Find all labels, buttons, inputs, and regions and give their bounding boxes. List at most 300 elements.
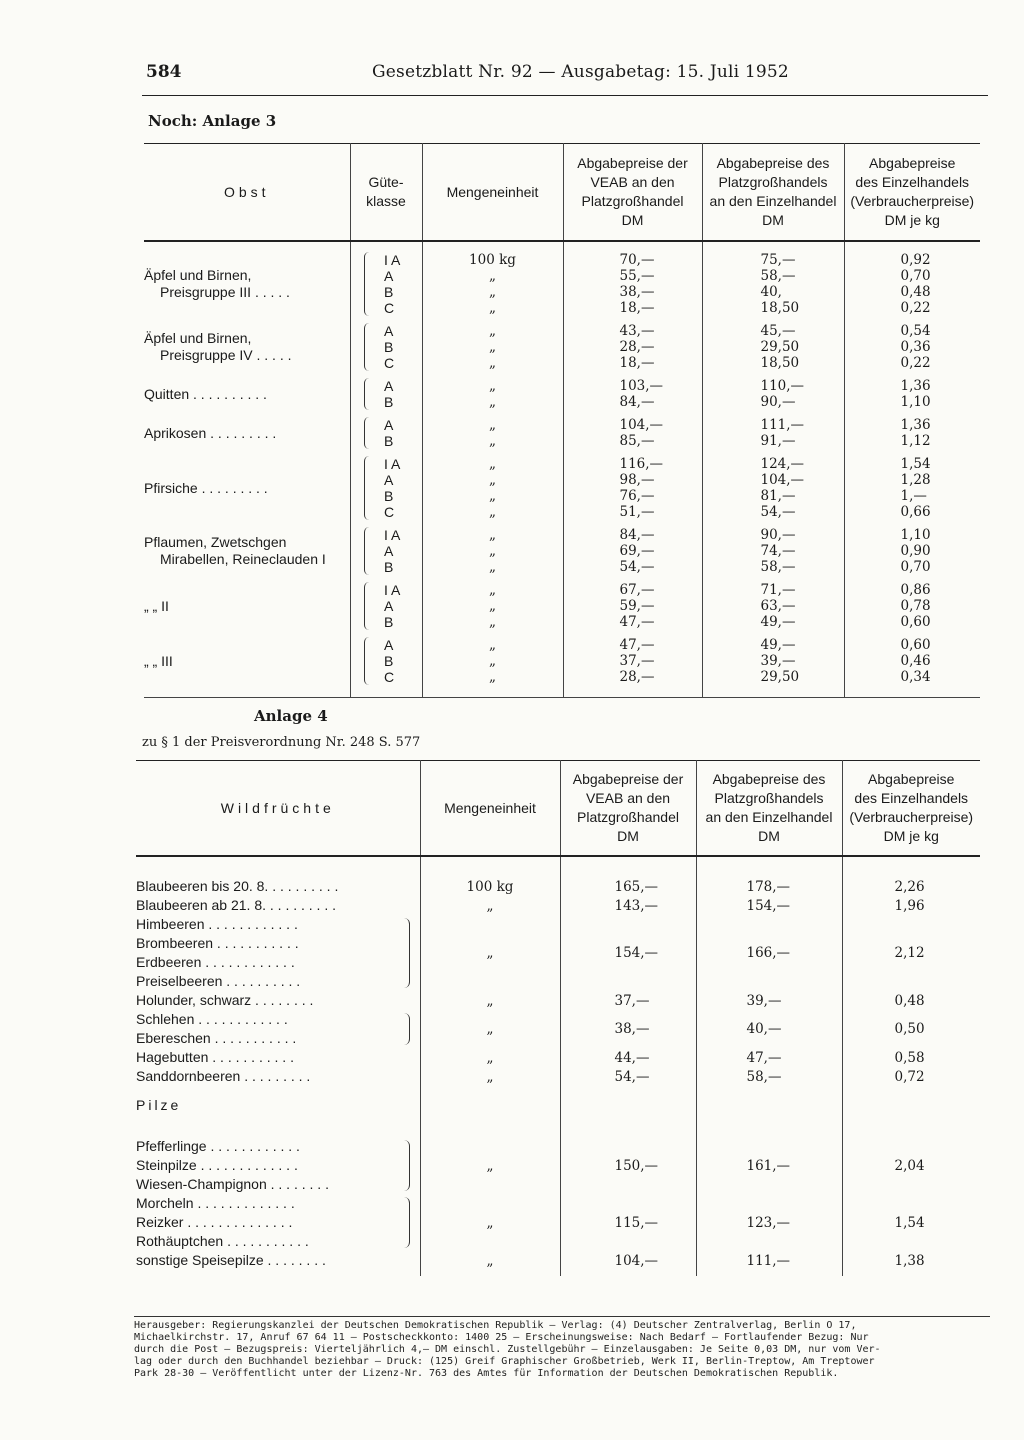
table-row bbox=[136, 1137, 980, 1194]
price-cell bbox=[563, 453, 702, 524]
unit-value: „ bbox=[489, 433, 496, 449]
unit-cell bbox=[422, 453, 563, 524]
price-value: 0,46 bbox=[900, 653, 931, 669]
empty-cell bbox=[842, 1270, 980, 1276]
table-row bbox=[144, 453, 980, 524]
item-name-group bbox=[136, 877, 420, 896]
table-row bbox=[136, 991, 980, 1010]
price-value: 111,— bbox=[760, 417, 805, 433]
unit-value: „ bbox=[489, 300, 496, 316]
price-value: 69,— bbox=[619, 543, 655, 559]
quality-class-list bbox=[384, 527, 408, 575]
fruit-name-cell bbox=[144, 320, 350, 375]
empty-cell bbox=[136, 856, 420, 877]
price-value: 29,50 bbox=[760, 339, 800, 355]
unit-value: „ bbox=[489, 378, 496, 394]
price-cell bbox=[844, 524, 980, 579]
quality-class: A bbox=[384, 323, 394, 339]
item-name-list bbox=[136, 896, 400, 915]
quality-class: B bbox=[384, 488, 394, 504]
empty-cell bbox=[563, 689, 702, 698]
unit-value: „ bbox=[489, 417, 496, 433]
footer-rule bbox=[134, 1316, 990, 1317]
table-row bbox=[144, 524, 980, 579]
unit-cell: „ bbox=[420, 991, 560, 1010]
quality-class: A bbox=[384, 543, 394, 559]
price-value: 1,— bbox=[900, 488, 927, 504]
item-name: Holunder, schwarz . . . . . . . . bbox=[136, 992, 314, 1008]
table-row bbox=[136, 877, 980, 896]
price-cell bbox=[844, 241, 980, 320]
quality-class-cell bbox=[350, 524, 422, 579]
item-name: Brombeeren . . . . . . . . . . . bbox=[136, 935, 299, 951]
unit-cell bbox=[422, 320, 563, 375]
footer-line: Park 28-30 — Veröffentlicht unter der Lizenz-Nr. 763 des Amtes für Information der Deutschen Demokratischen Republik. bbox=[134, 1368, 839, 1379]
price-value: 98,— bbox=[619, 472, 655, 488]
item-name: Blaubeeren bis 20. 8. . . . . . . . . . bbox=[136, 878, 339, 894]
price-cell: 38,— bbox=[560, 1010, 696, 1048]
anlage4-table bbox=[136, 760, 980, 1276]
price-value: 0,78 bbox=[900, 598, 931, 614]
unit-cell bbox=[422, 634, 563, 689]
quality-class: B bbox=[384, 394, 394, 410]
empty-cell bbox=[696, 856, 842, 877]
price-cell: 1,54 bbox=[842, 1194, 980, 1251]
price-value: 0,22 bbox=[900, 355, 931, 371]
quality-class-group bbox=[351, 456, 422, 520]
item-name-list bbox=[136, 877, 400, 896]
brace-mark bbox=[401, 918, 410, 988]
fruit-name-cell bbox=[144, 524, 350, 579]
price-value: 1,28 bbox=[900, 472, 931, 488]
column-header: Abgabepreise der VEAB an den Platzgroßhandel DM bbox=[563, 144, 702, 242]
quality-class-list bbox=[384, 252, 408, 316]
price-value: 110,— bbox=[760, 378, 805, 394]
price-value: 76,— bbox=[619, 488, 655, 504]
price-value: 28,— bbox=[619, 339, 655, 355]
quality-class-cell bbox=[350, 320, 422, 375]
item-name-cell bbox=[136, 896, 420, 915]
quality-class: C bbox=[384, 504, 395, 520]
quality-class: I A bbox=[384, 582, 401, 598]
table-row bbox=[136, 1010, 980, 1048]
anlage3-label: Noch: Anlage 3 bbox=[148, 112, 277, 130]
pilze-heading: Pilze bbox=[136, 1097, 182, 1113]
fruit-name-line: „ „ II bbox=[144, 597, 169, 614]
price-cell: 154,— bbox=[560, 915, 696, 991]
footer-line: lag oder durch den Buchhandel beziehbar — Druck: (125) Greif Graphischer Großbetrieb, Werk II, Berlin-Treptow, Am Treptower bbox=[134, 1356, 875, 1367]
price-cell: 2,12 bbox=[842, 915, 980, 991]
price-value: 58,— bbox=[760, 559, 796, 575]
price-value: 43,— bbox=[619, 323, 655, 339]
unit-value: „ bbox=[489, 559, 496, 575]
brace-mark bbox=[364, 637, 374, 685]
fruit-name-line: Mirabellen, Reineclauden I bbox=[160, 551, 326, 567]
quality-class-list bbox=[384, 456, 408, 520]
table-row bbox=[144, 320, 980, 375]
item-name: Morcheln . . . . . . . . . . . . . bbox=[136, 1195, 295, 1211]
price-value: 104,— bbox=[619, 417, 664, 433]
fruit-name bbox=[144, 323, 292, 364]
unit-value: „ bbox=[489, 488, 496, 504]
item-name-group bbox=[136, 915, 420, 991]
footer-line: durch die Post — Bezugspreis: Vierteljährlich 4,— DM einschl. Zustellgebühr — Einzelausgaben: Je Seite 0,03 DM, nur vom Ver- bbox=[134, 1344, 881, 1355]
price-cell bbox=[702, 524, 844, 579]
item-name: Pfefferlinge . . . . . . . . . . . . bbox=[136, 1138, 300, 1154]
unit-cell bbox=[422, 241, 563, 320]
price-cell: 161,— bbox=[696, 1137, 842, 1194]
fruit-name-cell bbox=[144, 453, 350, 524]
unit-cell: „ bbox=[420, 896, 560, 915]
unit-value: „ bbox=[489, 598, 496, 614]
item-name: Hagebutten . . . . . . . . . . . bbox=[136, 1049, 294, 1065]
price-cell bbox=[563, 320, 702, 375]
price-value: 1,36 bbox=[900, 378, 931, 394]
item-name-cell bbox=[136, 1048, 420, 1067]
fruit-name-cell bbox=[144, 241, 350, 320]
item-name-list bbox=[136, 1251, 400, 1270]
price-cell: 178,— bbox=[696, 877, 842, 896]
price-value: 75,— bbox=[760, 252, 796, 268]
unit-value: 100 kg bbox=[469, 252, 516, 268]
unit-cell bbox=[422, 414, 563, 453]
running-head: Gesetzblatt Nr. 92 — Ausgabetag: 15. Juli 1952 bbox=[372, 62, 789, 82]
fruit-name bbox=[144, 637, 173, 670]
empty-cell bbox=[696, 1270, 842, 1276]
table-row bbox=[136, 1251, 980, 1270]
price-cell bbox=[702, 414, 844, 453]
price-cell: 0,58 bbox=[842, 1048, 980, 1067]
quality-class-cell bbox=[350, 414, 422, 453]
fruit-name bbox=[144, 582, 169, 615]
table-row bbox=[136, 1270, 980, 1276]
quality-class: B bbox=[384, 653, 394, 669]
quality-class-group bbox=[351, 527, 422, 575]
price-value: 1,54 bbox=[900, 456, 931, 472]
price-cell: 111,— bbox=[696, 1251, 842, 1270]
price-cell: 165,— bbox=[560, 877, 696, 896]
quality-class-list bbox=[384, 378, 408, 410]
item-name-group bbox=[136, 1010, 420, 1048]
table-row bbox=[144, 579, 980, 634]
price-cell: 39,— bbox=[696, 991, 842, 1010]
empty-cell bbox=[842, 1086, 980, 1137]
price-value: 28,— bbox=[619, 669, 655, 685]
price-value: 0,90 bbox=[900, 543, 931, 559]
item-name-cell bbox=[136, 1067, 420, 1086]
unit-cell: „ bbox=[420, 1048, 560, 1067]
price-value: 71,— bbox=[760, 582, 796, 598]
column-header: Abgabepreise der VEAB an den Platzgroßhandel DM bbox=[560, 761, 696, 857]
column-header: Abgabepreise des Einzelhandels (Verbraucherpreise) DM je kg bbox=[844, 144, 980, 242]
unit-value: „ bbox=[489, 614, 496, 630]
brace-mark bbox=[364, 527, 374, 575]
price-cell bbox=[702, 579, 844, 634]
quality-class: B bbox=[384, 339, 394, 355]
column-header: Mengeneinheit bbox=[420, 761, 560, 857]
empty-cell bbox=[350, 689, 422, 698]
fruit-name bbox=[144, 456, 268, 497]
empty-cell bbox=[696, 1086, 842, 1137]
brace-mark bbox=[401, 1140, 410, 1191]
quality-class-cell bbox=[350, 241, 422, 320]
unit-cell: „ bbox=[420, 1251, 560, 1270]
quality-class: B bbox=[384, 559, 394, 575]
brace-mark bbox=[364, 378, 374, 410]
quality-class-list bbox=[384, 637, 408, 685]
price-value: 104,— bbox=[760, 472, 805, 488]
price-value: 18,50 bbox=[760, 355, 800, 371]
quality-class: B bbox=[384, 284, 394, 300]
column-header: Abgabepreise des Platzgroßhandels an den Einzelhandel DM bbox=[696, 761, 842, 857]
price-cell: 40,— bbox=[696, 1010, 842, 1048]
unit-value: „ bbox=[489, 669, 496, 685]
empty-cell bbox=[844, 689, 980, 698]
brace-mark bbox=[364, 252, 374, 316]
brace-mark bbox=[364, 417, 374, 449]
price-cell bbox=[563, 579, 702, 634]
item-name: Steinpilze . . . . . . . . . . . . . bbox=[136, 1157, 298, 1173]
item-name: Ebereschen . . . . . . . . . . . bbox=[136, 1030, 297, 1046]
price-value: 1,12 bbox=[900, 433, 931, 449]
price-value: 1,10 bbox=[900, 394, 931, 410]
brace-mark bbox=[364, 582, 374, 630]
unit-value: „ bbox=[489, 355, 496, 371]
price-cell bbox=[563, 414, 702, 453]
price-cell: 58,— bbox=[696, 1067, 842, 1086]
table-row bbox=[144, 689, 980, 698]
fruit-name-line: „ „ III bbox=[144, 652, 173, 669]
empty-cell bbox=[420, 1086, 560, 1137]
quality-class: I A bbox=[384, 456, 401, 472]
price-cell: 0,72 bbox=[842, 1067, 980, 1086]
quality-class-group bbox=[351, 417, 422, 449]
price-cell bbox=[702, 375, 844, 414]
price-cell: 143,— bbox=[560, 896, 696, 915]
price-cell: 1,96 bbox=[842, 896, 980, 915]
quality-class-group bbox=[351, 323, 422, 371]
price-value: 47,— bbox=[619, 614, 655, 630]
brace-mark bbox=[364, 323, 374, 371]
footer-line: Herausgeber: Regierungskanzlei der Deutschen Demokratischen Republik — Verlag: (4) Deutscher Zentralverlag, Berlin O 17, bbox=[134, 1320, 857, 1331]
item-name-group bbox=[136, 1067, 420, 1086]
price-value: 47,— bbox=[619, 637, 655, 653]
brace-mark bbox=[364, 456, 374, 520]
quality-class-cell bbox=[350, 453, 422, 524]
unit-value: „ bbox=[489, 504, 496, 520]
item-name-group bbox=[136, 991, 420, 1010]
empty-cell bbox=[422, 689, 563, 698]
item-name: Schlehen . . . . . . . . . . . . bbox=[136, 1011, 288, 1027]
price-cell: 47,— bbox=[696, 1048, 842, 1067]
price-value: 18,— bbox=[619, 300, 655, 316]
price-cell: 2,04 bbox=[842, 1137, 980, 1194]
empty-cell bbox=[420, 856, 560, 877]
quality-class-group bbox=[351, 378, 422, 410]
price-cell: 115,— bbox=[560, 1194, 696, 1251]
unit-value: „ bbox=[489, 268, 496, 284]
column-header: Abgabepreise des Platzgroßhandels an den Einzelhandel DM bbox=[702, 144, 844, 242]
price-value: 54,— bbox=[619, 559, 655, 575]
item-name-cell bbox=[136, 877, 420, 896]
fruit-name-cell bbox=[144, 579, 350, 634]
price-value: 67,— bbox=[619, 582, 655, 598]
anlage3-table bbox=[144, 143, 980, 698]
table-row bbox=[136, 915, 980, 991]
price-value: 58,— bbox=[760, 268, 796, 284]
price-value: 0,22 bbox=[900, 300, 931, 316]
price-value: 51,— bbox=[619, 504, 655, 520]
item-name-list bbox=[136, 1010, 401, 1048]
item-name-list bbox=[136, 1067, 400, 1086]
price-cell: 2,26 bbox=[842, 877, 980, 896]
header-rule bbox=[142, 95, 988, 96]
unit-cell bbox=[422, 524, 563, 579]
price-value: 0,86 bbox=[900, 582, 931, 598]
unit-value: „ bbox=[489, 394, 496, 410]
fruit-name-line: Aprikosen . . . . . . . . . bbox=[144, 424, 277, 441]
price-value: 39,— bbox=[760, 653, 796, 669]
fruit-name bbox=[144, 378, 267, 403]
quality-class-group bbox=[351, 637, 422, 685]
quality-class: B bbox=[384, 614, 394, 630]
unit-value: „ bbox=[489, 472, 496, 488]
unit-cell bbox=[422, 579, 563, 634]
empty-cell bbox=[702, 689, 844, 698]
column-header: Güte- klasse bbox=[350, 144, 422, 242]
fruit-name-line: Preisgruppe IV . . . . . bbox=[160, 347, 292, 363]
price-cell: 0,50 bbox=[842, 1010, 980, 1048]
item-name-list bbox=[136, 1137, 401, 1194]
price-cell bbox=[844, 579, 980, 634]
price-value: 29,50 bbox=[760, 669, 800, 685]
unit-value: „ bbox=[489, 582, 496, 598]
quality-class: A bbox=[384, 472, 394, 488]
price-value: 40, bbox=[760, 284, 782, 300]
price-cell: 154,— bbox=[696, 896, 842, 915]
item-name-group bbox=[136, 1048, 420, 1067]
unit-cell: „ bbox=[420, 1067, 560, 1086]
price-value: 49,— bbox=[760, 637, 796, 653]
fruit-name-line: Äpfel und Birnen, bbox=[144, 330, 252, 346]
price-cell bbox=[844, 634, 980, 689]
price-value: 0,48 bbox=[900, 284, 931, 300]
quality-class-list bbox=[384, 582, 408, 630]
price-value: 70,— bbox=[619, 252, 655, 268]
item-name: sonstige Speisepilze . . . . . . . . bbox=[136, 1252, 326, 1268]
unit-value: „ bbox=[489, 323, 496, 339]
price-value: 63,— bbox=[760, 598, 796, 614]
item-name-group bbox=[136, 1251, 420, 1270]
price-cell bbox=[563, 375, 702, 414]
price-cell bbox=[702, 241, 844, 320]
price-value: 18,— bbox=[619, 355, 655, 371]
brace-mark bbox=[401, 1013, 410, 1045]
price-value: 85,— bbox=[619, 433, 655, 449]
price-cell: 0,48 bbox=[842, 991, 980, 1010]
price-value: 81,— bbox=[760, 488, 796, 504]
item-name: Blaubeeren ab 21. 8. . . . . . . . . . bbox=[136, 897, 337, 913]
price-value: 38,— bbox=[619, 284, 655, 300]
item-name-group bbox=[136, 1194, 420, 1251]
price-value: 55,— bbox=[619, 268, 655, 284]
item-name-cell bbox=[136, 1251, 420, 1270]
unit-cell: „ bbox=[420, 1194, 560, 1251]
item-name-cell bbox=[136, 991, 420, 1010]
fruit-name-cell bbox=[144, 375, 350, 414]
column-header: Mengeneinheit bbox=[422, 144, 563, 242]
quality-class-cell bbox=[350, 375, 422, 414]
fruit-name-line: Äpfel und Birnen, bbox=[144, 267, 252, 283]
price-cell: 104,— bbox=[560, 1251, 696, 1270]
column-header: Wildfrüchte bbox=[136, 761, 420, 857]
quality-class-cell bbox=[350, 579, 422, 634]
unit-value: „ bbox=[489, 339, 496, 355]
table-row bbox=[136, 1067, 980, 1086]
quality-class-list bbox=[384, 323, 408, 371]
price-cell bbox=[844, 414, 980, 453]
item-name: Himbeeren . . . . . . . . . . . . bbox=[136, 916, 298, 932]
price-value: 54,— bbox=[760, 504, 796, 520]
price-cell: 1,38 bbox=[842, 1251, 980, 1270]
price-value: 90,— bbox=[760, 394, 796, 410]
quality-class-cell bbox=[350, 634, 422, 689]
table-row bbox=[136, 1194, 980, 1251]
price-value: 74,— bbox=[760, 543, 796, 559]
unit-value: „ bbox=[489, 527, 496, 543]
price-value: 116,— bbox=[619, 456, 664, 472]
price-cell: 123,— bbox=[696, 1194, 842, 1251]
price-value: 49,— bbox=[760, 614, 796, 630]
table-row bbox=[136, 856, 980, 877]
unit-cell bbox=[422, 375, 563, 414]
price-value: 84,— bbox=[619, 527, 655, 543]
column-header: Abgabepreise des Einzelhandels (Verbraucherpreise) DM je kg bbox=[842, 761, 980, 857]
anlage4-label: Anlage 4 bbox=[254, 707, 328, 725]
quality-class-group bbox=[351, 252, 422, 316]
empty-cell bbox=[560, 856, 696, 877]
price-value: 0,54 bbox=[900, 323, 931, 339]
fruit-name-line: Pfirsiche . . . . . . . . . bbox=[144, 479, 268, 496]
anlage4-subtitle: zu § 1 der Preisverordnung Nr. 248 S. 577 bbox=[142, 735, 421, 750]
price-cell: 44,— bbox=[560, 1048, 696, 1067]
table-row bbox=[136, 1048, 980, 1067]
quality-class: A bbox=[384, 268, 394, 284]
column-header: Obst bbox=[144, 144, 350, 242]
price-value: 0,36 bbox=[900, 339, 931, 355]
item-name-cell bbox=[136, 1010, 420, 1048]
unit-value: „ bbox=[489, 284, 496, 300]
quality-class: A bbox=[384, 637, 394, 653]
unit-cell: 100 kg bbox=[420, 877, 560, 896]
empty-cell bbox=[560, 1086, 696, 1137]
quality-class: I A bbox=[384, 527, 401, 543]
price-cell bbox=[702, 453, 844, 524]
price-cell bbox=[563, 634, 702, 689]
item-name: Erdbeeren . . . . . . . . . . . . bbox=[136, 954, 295, 970]
table-row bbox=[144, 241, 980, 320]
price-value: 1,10 bbox=[900, 527, 931, 543]
imprint-footer bbox=[134, 1320, 974, 1380]
item-name-list bbox=[136, 991, 400, 1010]
item-name-list bbox=[136, 1194, 401, 1251]
quality-class: C bbox=[384, 355, 395, 371]
price-cell: 166,— bbox=[696, 915, 842, 991]
footer-line: Michaelkirchstr. 17, Anruf 67 64 11 — Postscheckkonto: 1400 25 — Erscheinungsweise: Nach Bedarf — Fortlaufender Bezug: Nur bbox=[134, 1332, 869, 1343]
price-cell bbox=[844, 375, 980, 414]
quality-class: A bbox=[384, 598, 394, 614]
price-value: 84,— bbox=[619, 394, 655, 410]
